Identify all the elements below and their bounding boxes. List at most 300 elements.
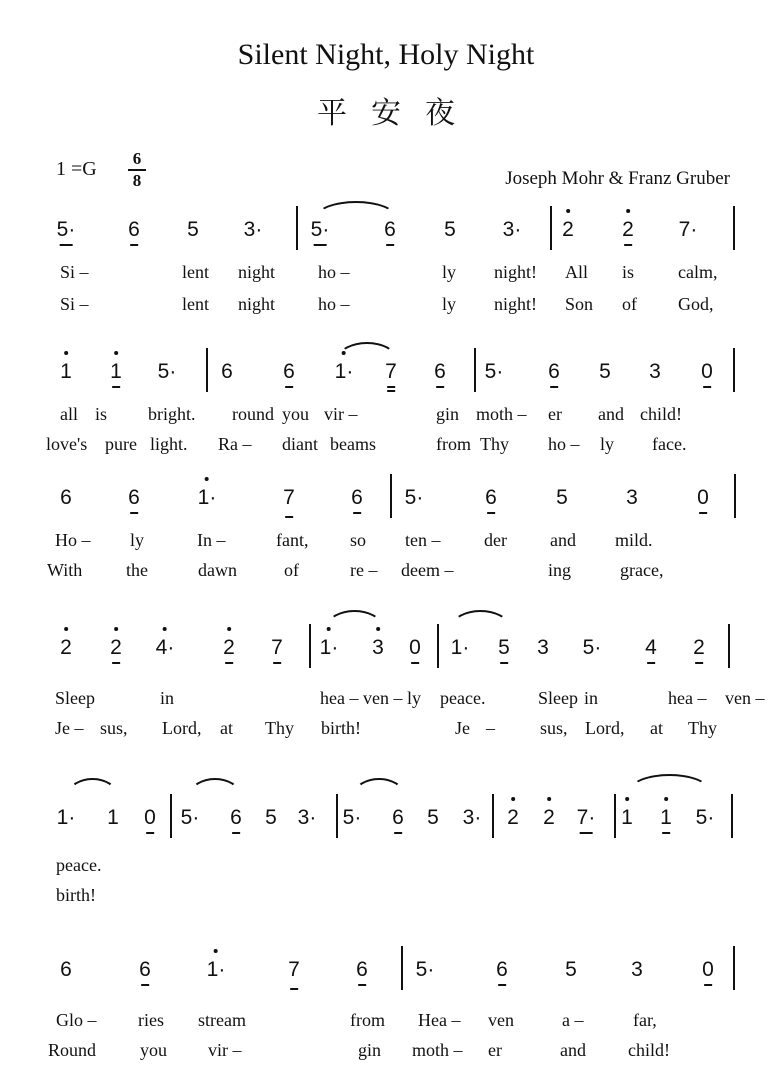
duration-underline: [386, 244, 394, 246]
note-text: 3·: [297, 806, 317, 829]
octave-dot: [626, 209, 630, 213]
lyric-word: birth!: [321, 718, 361, 738]
duration-underline: [647, 662, 655, 664]
note-text: 1·: [206, 958, 226, 981]
duration-underline: [550, 386, 558, 388]
lyric-word: the: [126, 560, 148, 580]
bar-line: [734, 474, 736, 518]
jianpu-note: [498, 636, 510, 660]
bar-line: [728, 624, 730, 668]
lyric-word: Thy: [480, 434, 509, 454]
duration-underline: [394, 832, 402, 834]
lyric-word: a –: [562, 1010, 584, 1030]
lyric-word: Sleep: [538, 688, 578, 708]
note-text: 6: [548, 360, 560, 383]
lyric-word: from: [436, 434, 471, 454]
jianpu-note: [503, 218, 522, 242]
note-text: 2: [543, 806, 555, 829]
note-text: 1: [660, 806, 672, 829]
note-text: 3: [372, 636, 384, 659]
note-text: 7: [288, 958, 300, 981]
bar-line: [731, 794, 733, 838]
bar-line: [550, 206, 552, 250]
jianpu-note: [60, 958, 72, 982]
duration-underline: [112, 662, 120, 664]
note-text: 2: [223, 636, 235, 659]
lyric-word: In –: [197, 530, 226, 550]
duration-underline: [662, 832, 670, 834]
lyric-word: God,: [678, 294, 714, 314]
bar-line: [474, 348, 476, 392]
octave-dot: [664, 797, 668, 801]
note-text: 6: [485, 486, 497, 509]
note-text: 5·: [310, 218, 330, 241]
octave-dot: [64, 627, 68, 631]
note-text: 6: [60, 958, 72, 981]
jianpu-note: [693, 636, 705, 660]
lyric-word: sus,: [540, 718, 568, 738]
note-text: 7: [271, 636, 283, 659]
jianpu-note: [343, 806, 362, 830]
note-text: 7: [283, 486, 295, 509]
note-text: 7: [385, 360, 397, 383]
lyric-word: ly: [442, 294, 457, 314]
key-signature: 1 =G: [56, 158, 97, 180]
note-text: 0: [144, 806, 156, 829]
lyric-word: child!: [640, 404, 682, 424]
note-text: 3·: [502, 218, 522, 241]
jianpu-note: [385, 360, 397, 384]
lyric-word: All: [565, 262, 589, 282]
jianpu-note: [626, 486, 638, 510]
jianpu-note: [384, 218, 396, 242]
jianpu-note: [485, 486, 497, 510]
jianpu-note: [660, 806, 672, 830]
note-text: 1: [621, 806, 633, 829]
lyric-word: ly: [600, 434, 615, 454]
note-text: 1·: [319, 636, 339, 659]
lyric-word: Si –: [60, 262, 89, 282]
duration-underline: [498, 984, 506, 986]
note-text: 5·: [582, 636, 602, 659]
note-text: 6: [221, 360, 233, 383]
lyric-word: round: [232, 404, 274, 424]
jianpu-note: [107, 806, 119, 830]
bar-line: [437, 624, 439, 668]
jianpu-note: [577, 806, 596, 830]
jianpu-note: [156, 636, 175, 660]
jianpu-note: [451, 636, 470, 660]
bar-line: [492, 794, 494, 838]
lyric-word: ho –: [548, 434, 580, 454]
lyric-word: lent: [182, 262, 209, 282]
jianpu-note: [60, 636, 72, 660]
note-text: 5·: [415, 958, 435, 981]
note-text: 5·: [157, 360, 177, 383]
octave-dot: [566, 209, 570, 213]
lyric-word: Sleep: [55, 688, 95, 708]
bar-line: [206, 348, 208, 392]
lyric-word: all: [60, 404, 78, 424]
jianpu-note: [405, 486, 424, 510]
lyric-word: der: [484, 530, 507, 550]
jianpu-note: [110, 636, 122, 660]
lyric-word: dawn: [198, 560, 237, 580]
note-text: 4: [645, 636, 657, 659]
duration-underline: [358, 984, 366, 986]
lyric-word: ven –: [725, 688, 765, 708]
lyric-word: Thy: [265, 718, 294, 738]
jianpu-note: [444, 218, 456, 242]
jianpu-note: [230, 806, 242, 830]
octave-dot: [114, 351, 118, 355]
note-text: 5·: [484, 360, 504, 383]
octave-dot: [114, 627, 118, 631]
lyric-word: fant,: [276, 530, 309, 550]
lyric-word: child!: [628, 1040, 670, 1060]
note-text: 6: [60, 486, 72, 509]
note-text: 0: [701, 360, 713, 383]
lyric-word: ly: [130, 530, 145, 550]
lyric-word: Son: [565, 294, 594, 314]
lyric-word: Lord,: [162, 718, 202, 738]
duration-underline-double: [387, 390, 395, 392]
jianpu-note: [356, 958, 368, 982]
slur-arc: [630, 774, 709, 790]
composer-credit: Joseph Mohr & Franz Gruber: [505, 168, 730, 189]
lyric-word: With: [47, 560, 83, 580]
lyric-word: stream: [198, 1010, 246, 1030]
lyric-word: Je: [455, 718, 470, 738]
lyric-word: calm,: [678, 262, 718, 282]
jianpu-note: [283, 360, 295, 384]
octave-dot: [205, 477, 209, 481]
note-text: 1: [107, 806, 119, 829]
note-text: 1·: [197, 486, 217, 509]
jianpu-note: [649, 360, 661, 384]
bar-line: [296, 206, 298, 250]
note-text: 3: [537, 636, 549, 659]
note-text: 5: [498, 636, 510, 659]
lyric-word: diant: [282, 434, 318, 454]
note-text: 0: [702, 958, 714, 981]
duration-underline: [59, 244, 72, 246]
lyric-word: birth!: [56, 885, 96, 905]
lyric-word: ries: [138, 1010, 164, 1030]
jianpu-note: [701, 360, 713, 384]
jianpu-note: [311, 218, 330, 242]
jianpu-note: [128, 218, 140, 242]
duration-underline: [130, 244, 138, 246]
duration-underline: [579, 832, 592, 834]
duration-underline-double: [290, 988, 298, 990]
note-text: 5·: [695, 806, 715, 829]
jianpu-note: [320, 636, 339, 660]
jianpu-note: [496, 958, 508, 982]
octave-dot: [64, 351, 68, 355]
note-text: 2: [507, 806, 519, 829]
note-text: 6: [351, 486, 363, 509]
slur-arc: [327, 610, 382, 626]
lyric-word: Ra –: [218, 434, 252, 454]
lyric-word: gin: [358, 1040, 382, 1060]
note-text: 5: [444, 218, 456, 241]
note-text: 2: [562, 218, 574, 241]
jianpu-note: [288, 958, 300, 982]
jianpu-note: [60, 360, 72, 384]
bar-line: [614, 794, 616, 838]
lyric-word: at: [220, 718, 233, 738]
duration-underline: [225, 662, 233, 664]
lyric-word: night: [238, 262, 276, 282]
note-text: 1: [60, 360, 72, 383]
lyric-word: ho –: [318, 262, 350, 282]
lyric-word: ing: [548, 560, 572, 580]
jianpu-note: [645, 636, 657, 660]
lyric-word: moth –: [476, 404, 527, 424]
lyric-word: ly: [442, 262, 457, 282]
lyric-word: peace.: [56, 855, 102, 875]
lyric-word: and: [560, 1040, 586, 1060]
jianpu-note: [144, 806, 156, 830]
note-text: 3·: [243, 218, 263, 241]
jianpu-note: [271, 636, 283, 660]
jianpu-note: [187, 218, 199, 242]
jianpu-note: [543, 806, 555, 830]
lyric-word: night: [238, 294, 276, 314]
lyric-word: vir –: [324, 404, 358, 424]
lyric-word: Je –: [55, 718, 84, 738]
jianpu-note: [57, 218, 76, 242]
octave-dot: [376, 627, 380, 631]
bar-line: [733, 348, 735, 392]
note-text: 6: [356, 958, 368, 981]
octave-dot: [511, 797, 515, 801]
note-text: 5·: [342, 806, 362, 829]
time-signature: [128, 150, 146, 190]
bar-line: [401, 946, 403, 990]
lyric-word: love's: [46, 434, 88, 454]
song-subtitle: 平安夜: [317, 96, 479, 131]
lyric-word: from: [350, 1010, 385, 1030]
jianpu-note: [128, 486, 140, 510]
lyric-word: night!: [494, 294, 537, 314]
slur-arc: [354, 778, 404, 794]
note-text: 1·: [56, 806, 76, 829]
lyric-word: at: [650, 718, 663, 738]
duration-underline: [130, 512, 138, 514]
lyric-word: and: [550, 530, 576, 550]
duration-underline: [313, 244, 326, 246]
duration-underline: [285, 386, 293, 388]
bar-line: [336, 794, 338, 838]
jianpu-note: [427, 806, 439, 830]
lyric-word: Lord,: [585, 718, 625, 738]
lyric-word: gin: [436, 404, 460, 424]
jianpu-note: [562, 218, 574, 242]
lyric-word: light.: [150, 434, 188, 454]
note-text: 1·: [450, 636, 470, 659]
jianpu-note: [198, 486, 217, 510]
lyric-word: hea –: [668, 688, 707, 708]
lyric-word: Hea –: [418, 1010, 461, 1030]
jianpu-note: [392, 806, 404, 830]
duration-underline: [695, 662, 703, 664]
slur-arc: [316, 201, 396, 217]
lyric-word: Round: [48, 1040, 97, 1060]
duration-underline: [353, 512, 361, 514]
note-text: 6: [128, 486, 140, 509]
note-text: 6: [283, 360, 295, 383]
note-text: 3: [631, 958, 643, 981]
jianpu-note: [207, 958, 226, 982]
jianpu-note: [434, 360, 446, 384]
jianpu-note: [283, 486, 295, 510]
jianpu-note: [537, 636, 549, 660]
note-text: 5·: [56, 218, 76, 241]
note-text: 5: [265, 806, 277, 829]
jianpu-note: [244, 218, 263, 242]
lyric-word: ho –: [318, 294, 350, 314]
note-text: 2: [110, 636, 122, 659]
jianpu-note: [158, 360, 177, 384]
jianpu-note: [416, 958, 435, 982]
bar-line: [733, 946, 735, 990]
lyric-word: grace,: [620, 560, 664, 580]
slur-arc: [452, 610, 509, 626]
lyric-word: peace.: [440, 688, 486, 708]
octave-dot: [327, 627, 331, 631]
lyric-word: night!: [494, 262, 537, 282]
jianpu-note: [548, 360, 560, 384]
duration-underline: [112, 386, 120, 388]
duration-underline: [411, 662, 419, 664]
lyric-word: is: [622, 262, 635, 282]
note-text: 4·: [155, 636, 175, 659]
octave-dot: [625, 797, 629, 801]
jianpu-note: [372, 636, 384, 660]
note-text: 5: [599, 360, 611, 383]
lyric-word: er: [488, 1040, 502, 1060]
lyric-word: lent: [182, 294, 209, 314]
duration-underline: [704, 984, 712, 986]
note-text: 5: [187, 218, 199, 241]
note-text: 6: [230, 806, 242, 829]
duration-underline: [387, 386, 395, 388]
lyric-word: mild.: [615, 530, 653, 550]
note-text: 0: [697, 486, 709, 509]
duration-underline: [487, 512, 495, 514]
lyric-word: in: [160, 688, 175, 708]
jianpu-note: [223, 636, 235, 660]
duration-underline: [500, 662, 508, 664]
duration-underline: [703, 386, 711, 388]
note-text: 6: [496, 958, 508, 981]
lyric-word: is: [95, 404, 108, 424]
jianpu-note: [556, 486, 568, 510]
duration-underline: [146, 832, 154, 834]
lyric-word: beams: [330, 434, 376, 454]
jianpu-note: [463, 806, 482, 830]
lyric-word: Thy: [688, 718, 717, 738]
note-text: 6: [392, 806, 404, 829]
note-text: 3: [626, 486, 638, 509]
lyric-word: far,: [633, 1010, 657, 1030]
note-text: 2: [60, 636, 72, 659]
lyric-word: you: [140, 1040, 167, 1060]
jianpu-note: [298, 806, 317, 830]
lyric-word: so: [350, 530, 367, 550]
lyric-word: face.: [652, 434, 687, 454]
lyric-word: moth –: [412, 1040, 463, 1060]
slur-arc: [190, 778, 240, 794]
lyric-word: ten –: [405, 530, 441, 550]
jianpu-note: [583, 636, 602, 660]
jianpu-note: [110, 360, 122, 384]
lyric-word: sus,: [100, 718, 128, 738]
jianpu-note: [621, 806, 633, 830]
lyric-word: Glo –: [56, 1010, 97, 1030]
duration-underline: [232, 832, 240, 834]
lyric-word: –: [486, 718, 495, 738]
lyric-word: bright.: [148, 404, 196, 424]
note-text: 2: [622, 218, 634, 241]
bar-line: [390, 474, 392, 518]
lyric-word: of: [284, 560, 299, 580]
lyric-word: ven: [488, 1010, 514, 1030]
jianpu-note: [696, 806, 715, 830]
duration-underline: [624, 244, 632, 246]
jianpu-note: [507, 806, 519, 830]
lyric-word: in: [584, 688, 599, 708]
note-text: 5·: [404, 486, 424, 509]
jianpu-note: [139, 958, 151, 982]
jianpu-note: [622, 218, 634, 242]
note-text: 0: [409, 636, 421, 659]
note-text: 1·: [334, 360, 354, 383]
lyric-word: Si –: [60, 294, 89, 314]
jianpu-note: [679, 218, 698, 242]
note-text: 6: [128, 218, 140, 241]
octave-dot: [227, 627, 231, 631]
jianpu-note: [697, 486, 709, 510]
lyric-word: vir –: [208, 1040, 242, 1060]
jianpu-note: [181, 806, 200, 830]
note-text: 3: [649, 360, 661, 383]
octave-dot: [214, 949, 218, 953]
duration-underline: [699, 512, 707, 514]
note-text: 6: [384, 218, 396, 241]
duration-underline: [141, 984, 149, 986]
lyric-word: of: [622, 294, 637, 314]
lyric-word: pure: [105, 434, 137, 454]
note-text: 7·: [678, 218, 698, 241]
lyric-word: Ho –: [55, 530, 91, 550]
jianpu-note: [60, 486, 72, 510]
note-text: 5·: [180, 806, 200, 829]
note-text: 5: [565, 958, 577, 981]
lyric-word: re –: [350, 560, 378, 580]
jianpu-note: [702, 958, 714, 982]
note-text: 6: [139, 958, 151, 981]
duration-underline-double: [285, 516, 293, 518]
jianpu-note: [335, 360, 354, 384]
slur-arc: [338, 342, 396, 358]
note-text: 6: [434, 360, 446, 383]
note-text: 7·: [576, 806, 596, 829]
jianpu-note: [485, 360, 504, 384]
jianpu-note: [351, 486, 363, 510]
